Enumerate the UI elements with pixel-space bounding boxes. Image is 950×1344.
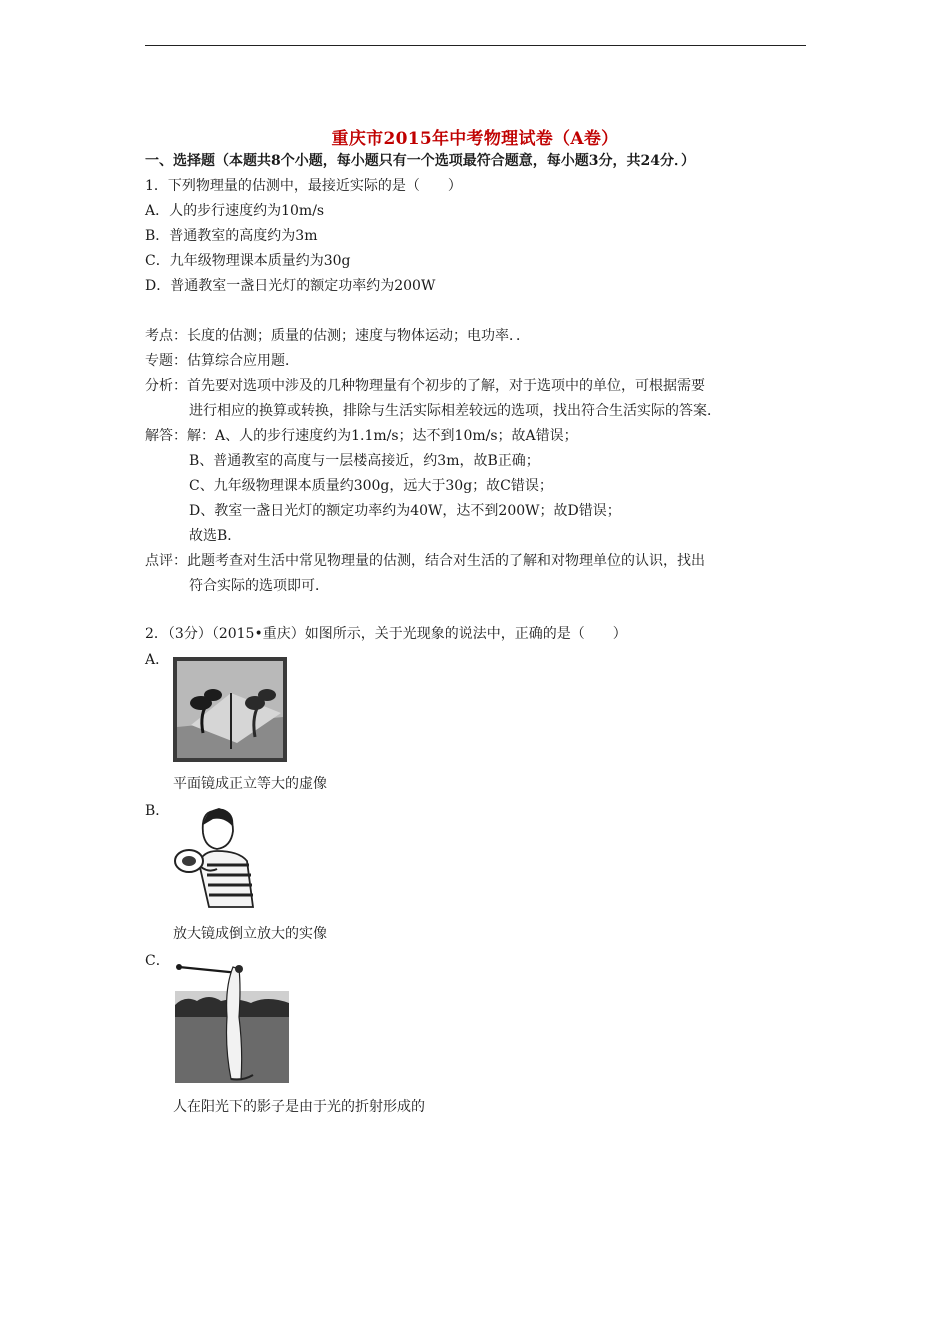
q1-stem: 1．下列物理量的估测中，最接近实际的是（ ） — [145, 178, 462, 194]
q1-option-d: D．普通教室一盏日光灯的额定功率约为200W — [145, 278, 436, 294]
q2-stem: 2．（3分）（2015•重庆）如图所示，关于光现象的说法中，正确的是（ ） — [145, 626, 627, 642]
q1-option-b: B．普通教室的高度约为3m — [145, 228, 318, 244]
q2-option-b-caption: 放大镜成倒立放大的实像 — [173, 926, 327, 942]
q2-option-b-label: B． — [145, 803, 170, 819]
section-heading: 一、选择题（本题共8个小题，每小题只有一个选项最符合题意，每小题3分，共24分．） — [145, 153, 695, 169]
q1-fenxi-line1: 分析：首先要对选项中涉及的几种物理量有个初步的了解，对于选项中的单位，可根据需要 — [145, 378, 705, 394]
q2-option-a-label: A． — [145, 652, 170, 668]
q1-jieda-line4: D、教室一盏日光灯的额定功率约为40W，达不到200W；故D错误； — [189, 503, 621, 519]
q1-kaodian: 考点：长度的估测；质量的估测；速度与物体运动；电功率．． — [145, 328, 530, 344]
q1-jieda-line1: 解答：解：A、人的步行速度约为1.1m/s；达不到10m/s；故A错误； — [145, 428, 578, 444]
shadow-photo — [173, 957, 291, 1085]
q1-jieda-line2: B、普通教室的高度与一层楼高接近，约3m，故B正确； — [189, 453, 540, 469]
magnifier-photo — [173, 803, 268, 913]
q1-jieda-line5: 故选B． — [189, 528, 242, 544]
q1-option-a: A．人的步行速度约为10m/s — [145, 203, 325, 219]
q2-option-a-caption: 平面镜成正立等大的虚像 — [173, 776, 327, 792]
q1-dianping-line2: 符合实际的选项即可． — [189, 578, 329, 594]
q1-zhuanti: 专题：估算综合应用题． — [145, 353, 299, 369]
page-title: 重庆市2015年中考物理试卷（A卷） — [331, 129, 619, 149]
plane-mirror-photo — [173, 657, 287, 762]
q1-option-c: C．九年级物理课本质量约为30g — [145, 253, 351, 269]
header-rule — [145, 45, 806, 46]
q2-option-c-caption: 人在阳光下的影子是由于光的折射形成的 — [173, 1099, 425, 1115]
q1-dianping-line1: 点评：此题考查对生活中常见物理量的估测，结合对生活的了解和对物理单位的认识，找出 — [145, 553, 705, 569]
q2-option-c-label: C． — [145, 953, 170, 969]
q1-jieda-line3: C、九年级物理课本质量约300g，远大于30g；故C错误； — [189, 478, 553, 494]
q1-fenxi-line2: 进行相应的换算或转换，排除与生活实际相差较远的选项，找出符合生活实际的答案． — [189, 403, 721, 419]
